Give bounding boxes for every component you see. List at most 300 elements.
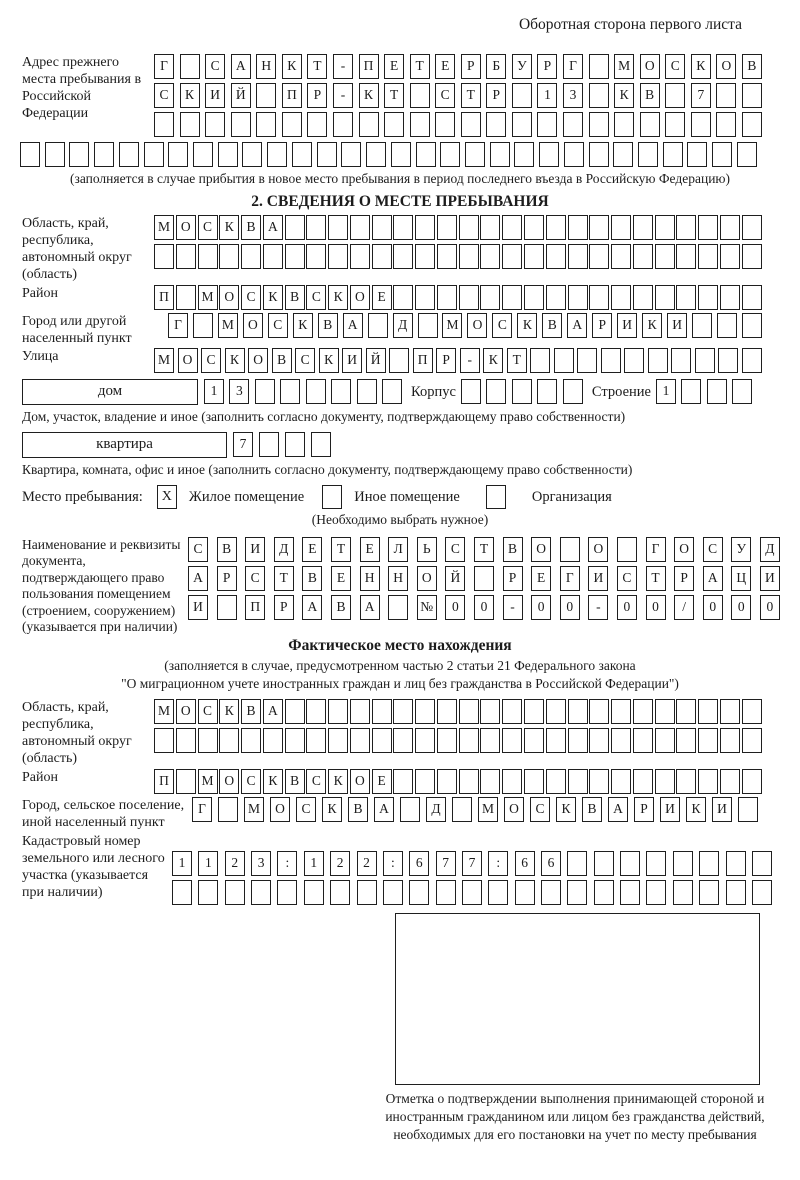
char-cell[interactable]: О	[531, 537, 551, 562]
char-cell[interactable]: П	[413, 348, 433, 373]
char-cell[interactable]	[459, 285, 479, 310]
char-cell[interactable]: 3	[563, 83, 583, 108]
char-cell[interactable]: М	[154, 699, 174, 724]
char-cell[interactable]	[541, 880, 561, 905]
char-cell[interactable]	[698, 285, 718, 310]
char-cell[interactable]	[372, 728, 392, 753]
char-cell[interactable]: В	[241, 215, 261, 240]
char-cell[interactable]: О	[674, 537, 694, 562]
char-cell[interactable]: К	[322, 797, 342, 822]
char-cell[interactable]	[459, 728, 479, 753]
char-cell[interactable]	[462, 880, 482, 905]
char-cell[interactable]	[328, 215, 348, 240]
char-cell[interactable]: В	[331, 595, 351, 620]
char-cell[interactable]	[742, 699, 762, 724]
char-cell[interactable]	[742, 728, 762, 753]
char-cell[interactable]	[546, 285, 566, 310]
char-cell[interactable]: В	[241, 699, 261, 724]
char-cell[interactable]	[502, 244, 522, 269]
char-cell[interactable]: К	[642, 313, 662, 338]
char-cell[interactable]: Д	[393, 313, 413, 338]
char-cell[interactable]: С	[241, 285, 261, 310]
char-cell[interactable]: 7	[462, 851, 482, 876]
char-cell[interactable]	[589, 112, 609, 137]
char-cell[interactable]	[611, 728, 631, 753]
char-cell[interactable]: В	[742, 54, 762, 79]
char-cell[interactable]	[563, 379, 583, 404]
char-cell[interactable]	[655, 285, 675, 310]
char-cell[interactable]: Г	[560, 566, 580, 591]
char-cell[interactable]: О	[178, 348, 198, 373]
char-cell[interactable]: :	[488, 851, 508, 876]
char-cell[interactable]	[720, 699, 740, 724]
char-cell[interactable]	[366, 142, 386, 167]
char-cell[interactable]	[502, 215, 522, 240]
char-cell[interactable]	[119, 142, 139, 167]
char-cell[interactable]	[388, 595, 408, 620]
char-cell[interactable]: В	[285, 285, 305, 310]
char-cell[interactable]	[437, 215, 457, 240]
char-cell[interactable]: К	[556, 797, 576, 822]
char-cell[interactable]: 1	[198, 851, 218, 876]
char-cell[interactable]: В	[348, 797, 368, 822]
char-cell[interactable]: Е	[384, 54, 404, 79]
char-cell[interactable]: П	[282, 83, 302, 108]
char-cell[interactable]	[94, 142, 114, 167]
char-cell[interactable]	[646, 851, 666, 876]
char-cell[interactable]	[752, 851, 772, 876]
char-cell[interactable]: П	[154, 285, 174, 310]
char-cell[interactable]: К	[263, 285, 283, 310]
char-cell[interactable]	[698, 215, 718, 240]
char-cell[interactable]: И	[660, 797, 680, 822]
char-cell[interactable]	[459, 215, 479, 240]
char-cell[interactable]: О	[219, 769, 239, 794]
char-cell[interactable]	[633, 769, 653, 794]
char-cell[interactable]: 1	[172, 851, 192, 876]
char-cell[interactable]: Р	[307, 83, 327, 108]
char-cell[interactable]	[415, 244, 435, 269]
char-cell[interactable]	[698, 769, 718, 794]
char-cell[interactable]	[415, 285, 435, 310]
char-cell[interactable]: 2	[357, 851, 377, 876]
char-cell[interactable]: 7	[436, 851, 456, 876]
char-cell[interactable]	[176, 244, 196, 269]
char-cell[interactable]: Т	[384, 83, 404, 108]
char-cell[interactable]: А	[263, 699, 283, 724]
checkbox-other-premises[interactable]	[322, 485, 342, 509]
char-cell[interactable]: С	[306, 285, 326, 310]
char-cell[interactable]: М	[198, 285, 218, 310]
char-cell[interactable]	[546, 215, 566, 240]
char-cell[interactable]	[655, 244, 675, 269]
char-cell[interactable]	[655, 215, 675, 240]
char-cell[interactable]	[218, 797, 238, 822]
char-cell[interactable]: Р	[634, 797, 654, 822]
char-cell[interactable]: О	[350, 285, 370, 310]
char-cell[interactable]	[663, 142, 683, 167]
char-cell[interactable]	[648, 348, 668, 373]
char-cell[interactable]	[384, 112, 404, 137]
char-cell[interactable]: Е	[360, 537, 380, 562]
char-cell[interactable]: С	[306, 769, 326, 794]
char-cell[interactable]	[241, 728, 261, 753]
char-cell[interactable]: Е	[435, 54, 455, 79]
char-cell[interactable]: С	[154, 83, 174, 108]
char-cell[interactable]	[328, 699, 348, 724]
char-cell[interactable]: О	[350, 769, 370, 794]
char-cell[interactable]: Т	[331, 537, 351, 562]
char-cell[interactable]	[742, 769, 762, 794]
char-cell[interactable]: У	[512, 54, 532, 79]
char-cell[interactable]: О	[176, 699, 196, 724]
char-cell[interactable]	[546, 699, 566, 724]
char-cell[interactable]	[563, 112, 583, 137]
char-cell[interactable]: 1	[537, 83, 557, 108]
char-cell[interactable]	[707, 379, 727, 404]
char-cell[interactable]	[306, 215, 326, 240]
char-cell[interactable]	[589, 142, 609, 167]
char-cell[interactable]	[256, 112, 276, 137]
char-cell[interactable]	[589, 769, 609, 794]
char-cell[interactable]	[752, 880, 772, 905]
char-cell[interactable]	[524, 244, 544, 269]
char-cell[interactable]	[217, 595, 237, 620]
char-cell[interactable]: Т	[274, 566, 294, 591]
char-cell[interactable]	[698, 244, 718, 269]
char-cell[interactable]	[742, 285, 762, 310]
char-cell[interactable]: 1	[656, 379, 676, 404]
char-cell[interactable]: Г	[192, 797, 212, 822]
char-cell[interactable]: Е	[372, 769, 392, 794]
char-cell[interactable]	[461, 379, 481, 404]
char-cell[interactable]	[502, 285, 522, 310]
char-cell[interactable]: -	[333, 83, 353, 108]
char-cell[interactable]: Т	[507, 348, 527, 373]
char-cell[interactable]	[655, 728, 675, 753]
char-cell[interactable]: И	[342, 348, 362, 373]
char-cell[interactable]	[372, 699, 392, 724]
char-cell[interactable]	[69, 142, 89, 167]
char-cell[interactable]	[415, 699, 435, 724]
char-cell[interactable]	[665, 112, 685, 137]
char-cell[interactable]	[176, 285, 196, 310]
char-cell[interactable]	[437, 728, 457, 753]
char-cell[interactable]: С	[435, 83, 455, 108]
char-cell[interactable]: 1	[304, 851, 324, 876]
char-cell[interactable]	[594, 851, 614, 876]
char-cell[interactable]: М	[442, 313, 462, 338]
char-cell[interactable]	[306, 379, 326, 404]
char-cell[interactable]	[400, 797, 420, 822]
char-cell[interactable]	[154, 244, 174, 269]
char-cell[interactable]: Н	[360, 566, 380, 591]
char-cell[interactable]: К	[483, 348, 503, 373]
char-cell[interactable]	[742, 215, 762, 240]
char-cell[interactable]	[539, 142, 559, 167]
char-cell[interactable]: 2	[330, 851, 350, 876]
char-cell[interactable]	[357, 379, 377, 404]
char-cell[interactable]: :	[277, 851, 297, 876]
char-cell[interactable]	[620, 880, 640, 905]
char-cell[interactable]: Р	[486, 83, 506, 108]
char-cell[interactable]: 7	[233, 432, 253, 457]
char-cell[interactable]	[613, 142, 633, 167]
char-cell[interactable]: Г	[168, 313, 188, 338]
char-cell[interactable]	[350, 728, 370, 753]
char-cell[interactable]	[676, 285, 696, 310]
char-cell[interactable]: Л	[388, 537, 408, 562]
char-cell[interactable]: О	[176, 215, 196, 240]
char-cell[interactable]: Т	[410, 54, 430, 79]
char-cell[interactable]	[180, 112, 200, 137]
char-cell[interactable]: С	[205, 54, 225, 79]
checkbox-organization[interactable]	[486, 485, 506, 509]
char-cell[interactable]	[633, 728, 653, 753]
char-cell[interactable]: 3	[229, 379, 249, 404]
char-cell[interactable]: Д	[274, 537, 294, 562]
char-cell[interactable]: Т	[307, 54, 327, 79]
char-cell[interactable]	[280, 379, 300, 404]
char-cell[interactable]	[416, 142, 436, 167]
char-cell[interactable]: С	[198, 215, 218, 240]
char-cell[interactable]	[350, 244, 370, 269]
char-cell[interactable]	[144, 142, 164, 167]
char-cell[interactable]	[673, 880, 693, 905]
char-cell[interactable]	[716, 112, 736, 137]
char-cell[interactable]: Г	[154, 54, 174, 79]
char-cell[interactable]: №	[417, 595, 437, 620]
char-cell[interactable]: Б	[486, 54, 506, 79]
char-cell[interactable]	[285, 244, 305, 269]
char-cell[interactable]: А	[263, 215, 283, 240]
char-cell[interactable]	[537, 112, 557, 137]
char-cell[interactable]: С	[617, 566, 637, 591]
char-cell[interactable]: К	[263, 769, 283, 794]
char-cell[interactable]	[328, 244, 348, 269]
char-cell[interactable]: 7	[691, 83, 711, 108]
char-cell[interactable]	[480, 285, 500, 310]
char-cell[interactable]	[176, 769, 196, 794]
char-cell[interactable]	[490, 142, 510, 167]
char-cell[interactable]	[738, 797, 758, 822]
char-cell[interactable]	[502, 769, 522, 794]
char-cell[interactable]: Е	[331, 566, 351, 591]
char-cell[interactable]: Ц	[731, 566, 751, 591]
char-cell[interactable]: А	[703, 566, 723, 591]
char-cell[interactable]	[524, 728, 544, 753]
char-cell[interactable]	[633, 285, 653, 310]
char-cell[interactable]	[198, 728, 218, 753]
char-cell[interactable]	[393, 244, 413, 269]
char-cell[interactable]	[720, 215, 740, 240]
char-cell[interactable]: Е	[531, 566, 551, 591]
char-cell[interactable]	[699, 851, 719, 876]
char-cell[interactable]	[391, 142, 411, 167]
char-cell[interactable]: И	[588, 566, 608, 591]
char-cell[interactable]	[383, 880, 403, 905]
char-cell[interactable]	[331, 379, 351, 404]
char-cell[interactable]	[726, 851, 746, 876]
char-cell[interactable]: К	[225, 348, 245, 373]
char-cell[interactable]: О	[467, 313, 487, 338]
char-cell[interactable]	[350, 699, 370, 724]
char-cell[interactable]: О	[588, 537, 608, 562]
char-cell[interactable]	[488, 880, 508, 905]
char-cell[interactable]	[502, 728, 522, 753]
char-cell[interactable]	[154, 112, 174, 137]
char-cell[interactable]: К	[614, 83, 634, 108]
char-cell[interactable]	[655, 769, 675, 794]
char-cell[interactable]	[601, 348, 621, 373]
char-cell[interactable]: К	[282, 54, 302, 79]
char-cell[interactable]: Г	[563, 54, 583, 79]
char-cell[interactable]	[306, 244, 326, 269]
char-cell[interactable]: И	[667, 313, 687, 338]
char-cell[interactable]	[317, 142, 337, 167]
char-cell[interactable]	[692, 313, 712, 338]
char-cell[interactable]	[665, 83, 685, 108]
char-cell[interactable]	[480, 244, 500, 269]
char-cell[interactable]	[720, 285, 740, 310]
char-cell[interactable]: Т	[461, 83, 481, 108]
char-cell[interactable]	[640, 112, 660, 137]
char-cell[interactable]: О	[219, 285, 239, 310]
char-cell[interactable]: Е	[302, 537, 322, 562]
char-cell[interactable]	[720, 244, 740, 269]
char-cell[interactable]	[282, 112, 302, 137]
char-cell[interactable]	[393, 728, 413, 753]
char-cell[interactable]: В	[640, 83, 660, 108]
char-cell[interactable]	[568, 728, 588, 753]
checkbox-residential[interactable]: X	[157, 485, 177, 509]
char-cell[interactable]: М	[244, 797, 264, 822]
char-cell[interactable]: М	[154, 348, 174, 373]
char-cell[interactable]	[267, 142, 287, 167]
char-cell[interactable]	[410, 83, 430, 108]
char-cell[interactable]: С	[241, 769, 261, 794]
char-cell[interactable]: Е	[372, 285, 392, 310]
char-cell[interactable]	[554, 348, 574, 373]
char-cell[interactable]	[219, 728, 239, 753]
char-cell[interactable]: А	[567, 313, 587, 338]
char-cell[interactable]	[589, 699, 609, 724]
char-cell[interactable]	[389, 348, 409, 373]
char-cell[interactable]	[718, 348, 738, 373]
char-cell[interactable]: К	[328, 285, 348, 310]
char-cell[interactable]: Р	[537, 54, 557, 79]
char-cell[interactable]	[285, 432, 305, 457]
char-cell[interactable]	[437, 244, 457, 269]
char-cell[interactable]	[691, 112, 711, 137]
char-cell[interactable]: 0	[703, 595, 723, 620]
char-cell[interactable]: -	[333, 54, 353, 79]
char-cell[interactable]: Ь	[417, 537, 437, 562]
char-cell[interactable]	[285, 215, 305, 240]
char-cell[interactable]: Й	[445, 566, 465, 591]
char-cell[interactable]: С	[188, 537, 208, 562]
char-cell[interactable]	[461, 112, 481, 137]
char-cell[interactable]: П	[359, 54, 379, 79]
char-cell[interactable]: П	[245, 595, 265, 620]
char-cell[interactable]: 6	[541, 851, 561, 876]
char-cell[interactable]: 0	[474, 595, 494, 620]
char-cell[interactable]: У	[731, 537, 751, 562]
char-cell[interactable]	[726, 880, 746, 905]
char-cell[interactable]	[633, 699, 653, 724]
char-cell[interactable]	[676, 244, 696, 269]
char-cell[interactable]	[285, 728, 305, 753]
char-cell[interactable]	[617, 537, 637, 562]
char-cell[interactable]: 1	[204, 379, 224, 404]
char-cell[interactable]: С	[296, 797, 316, 822]
char-cell[interactable]	[676, 215, 696, 240]
char-cell[interactable]	[624, 348, 644, 373]
char-cell[interactable]: :	[383, 851, 403, 876]
char-cell[interactable]: Д	[760, 537, 780, 562]
char-cell[interactable]	[45, 142, 65, 167]
char-cell[interactable]: 0	[445, 595, 465, 620]
char-cell[interactable]: В	[542, 313, 562, 338]
char-cell[interactable]	[568, 215, 588, 240]
char-cell[interactable]	[259, 432, 279, 457]
char-cell[interactable]	[633, 244, 653, 269]
char-cell[interactable]: 0	[617, 595, 637, 620]
char-cell[interactable]	[698, 728, 718, 753]
char-cell[interactable]: М	[218, 313, 238, 338]
char-cell[interactable]	[742, 83, 762, 108]
char-cell[interactable]: Н	[388, 566, 408, 591]
char-cell[interactable]: 2	[225, 851, 245, 876]
char-cell[interactable]	[285, 699, 305, 724]
char-cell[interactable]: В	[272, 348, 292, 373]
char-cell[interactable]	[594, 880, 614, 905]
char-cell[interactable]	[720, 769, 740, 794]
char-cell[interactable]	[633, 215, 653, 240]
char-cell[interactable]	[577, 348, 597, 373]
char-cell[interactable]	[589, 728, 609, 753]
char-cell[interactable]	[410, 112, 430, 137]
char-cell[interactable]	[524, 285, 544, 310]
char-cell[interactable]	[180, 54, 200, 79]
char-cell[interactable]	[415, 728, 435, 753]
char-cell[interactable]: В	[582, 797, 602, 822]
char-cell[interactable]: Г	[646, 537, 666, 562]
char-cell[interactable]: Р	[436, 348, 456, 373]
char-cell[interactable]	[567, 851, 587, 876]
char-cell[interactable]	[263, 244, 283, 269]
char-cell[interactable]	[459, 699, 479, 724]
char-cell[interactable]	[589, 215, 609, 240]
char-cell[interactable]	[502, 699, 522, 724]
char-cell[interactable]	[418, 313, 438, 338]
char-cell[interactable]: 0	[646, 595, 666, 620]
char-cell[interactable]	[368, 313, 388, 338]
char-cell[interactable]: Д	[426, 797, 446, 822]
char-cell[interactable]	[459, 244, 479, 269]
char-cell[interactable]: М	[614, 54, 634, 79]
char-cell[interactable]	[512, 379, 532, 404]
char-cell[interactable]	[193, 142, 213, 167]
char-cell[interactable]: И	[205, 83, 225, 108]
char-cell[interactable]: К	[359, 83, 379, 108]
char-cell[interactable]	[567, 880, 587, 905]
char-cell[interactable]	[372, 215, 392, 240]
char-cell[interactable]: 0	[560, 595, 580, 620]
char-cell[interactable]	[307, 112, 327, 137]
char-cell[interactable]: /	[674, 595, 694, 620]
char-cell[interactable]: Й	[231, 83, 251, 108]
